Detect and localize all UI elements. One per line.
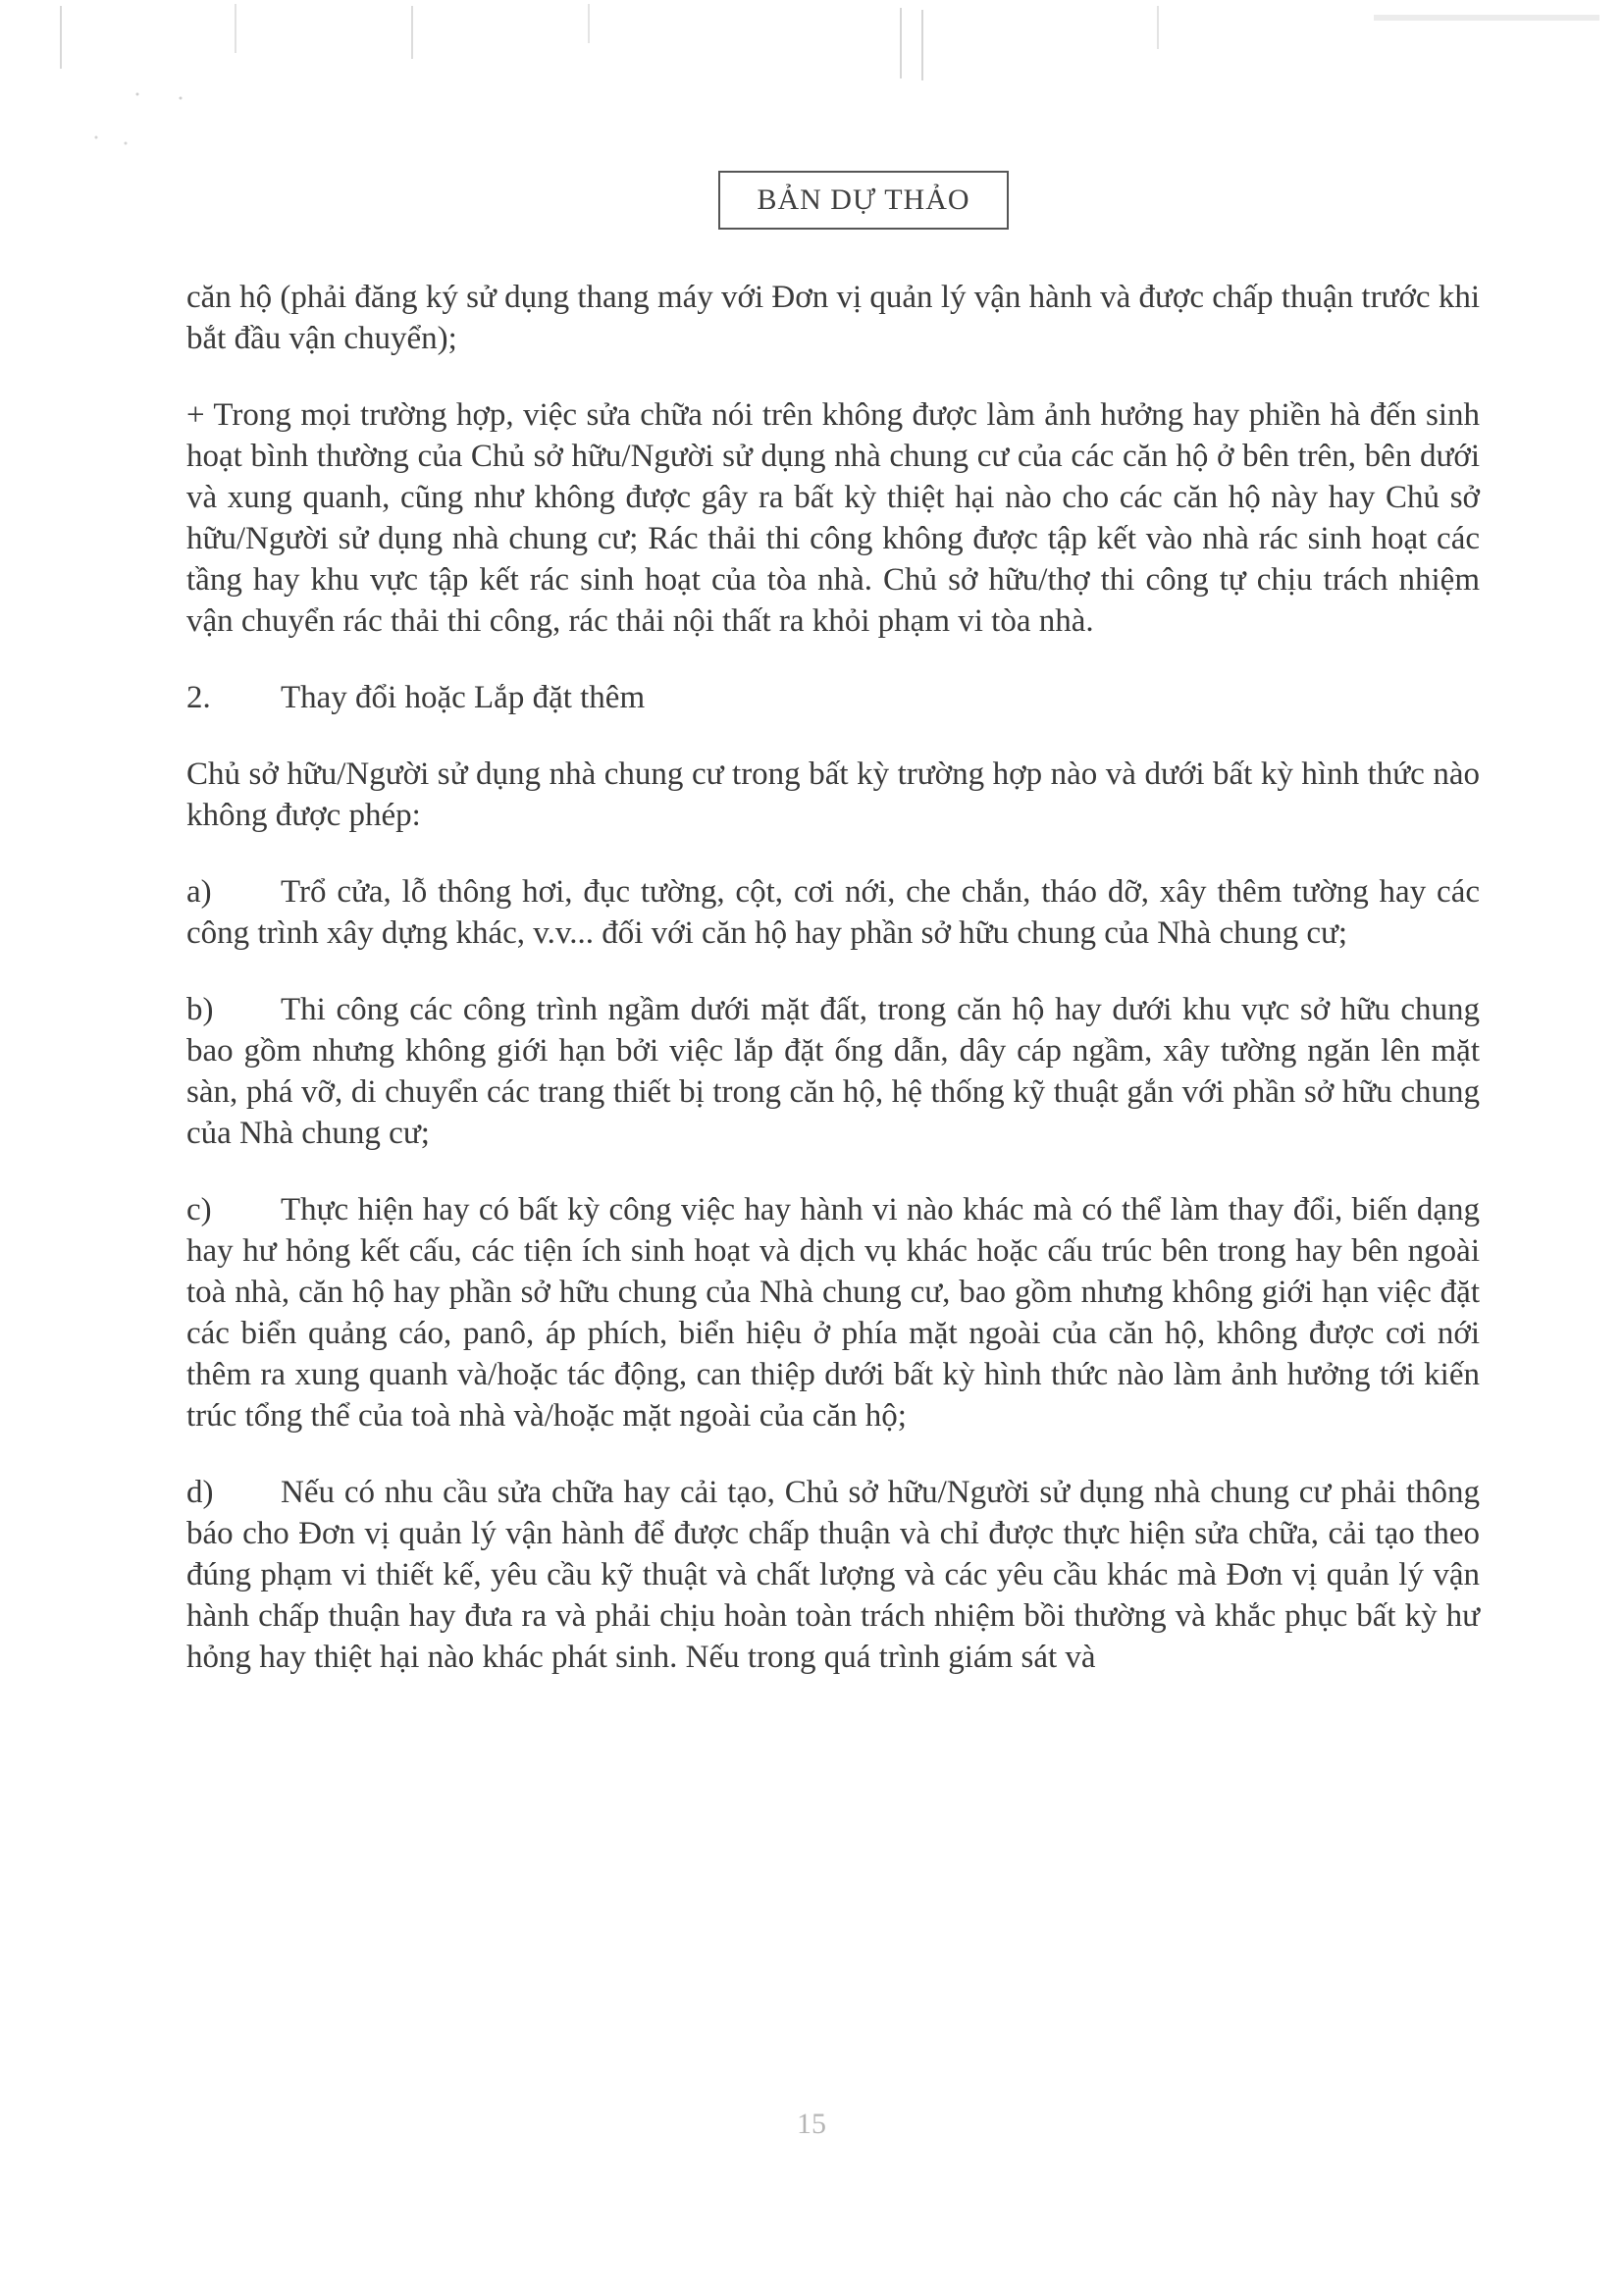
paragraph-waste-rules: + Trong mọi trường hợp, việc sửa chữa nói trên không được làm ảnh hưởng hay phiền hà đến sinh hoạt bình thường của Chủ sở hữu/Người sử dụng nhà chung cư của các căn hộ ở bên trên, bên dưới và xung quanh, cũng như không được gây ra bất kỳ thiệt hại nào cho các căn hộ này hay Chủ sở hữu/Người sử dụng nhà chung cư; Rác thải thi công không được tập kết vào nhà rác sinh hoạt các tầng hay khu vực tập kết rác sinh hoạt của tòa nhà. Chủ sở hữu/thợ thi công tự chịu trách nhiệm vận chuyển rác thải thi công, rác thải nội thất ra khỏi phạm vi tòa nhà. xyxy=(186,397,1480,639)
list-item-c: c) Thực hiện hay có bất kỳ công việc hay hành vi nào khác mà có thể làm thay đổi, biến dạng hay hư hỏng kết cấu, các tiện ích sinh hoạt và dịch vụ khác hoặc cấu trúc bên trong hay bên ngoài toà nhà, căn hộ hay phần sở hữu chung của Nhà chung cư, bao gồm nhưng không giới hạn việc đặt các biển quảng cáo, panô, áp phích, biển hiệu ở phía mặt ngoài của căn hộ, không được cơi nới thêm ra xung quanh và/hoặc tác động, can thiệp dưới bất kỳ hình thức nào làm ảnh hưởng tới kiến trúc tổng thể của toà nhà và/hoặc mặt ngoài của căn hộ; xyxy=(186,1192,1480,1434)
document-body xyxy=(186,277,1480,1713)
draft-stamp: BẢN DỰ THẢO xyxy=(718,171,1009,230)
paragraph-continuation: căn hộ (phải đăng ký sử dụng thang máy với Đơn vị quản lý vận hành và được chấp thuận trước khi bắt đầu vận chuyển); xyxy=(186,280,1480,356)
scan-artifacts xyxy=(0,0,1623,157)
page-number: 15 xyxy=(797,2108,826,2140)
list-item-d: d) Nếu có nhu cầu sửa chữa hay cải tạo, Chủ sở hữu/Người sử dụng nhà chung cư phải thông báo cho Đơn vị quản lý vận hành để được chấp thuận và chỉ được thực hiện sửa chữa, cải tạo theo đúng phạm vi thiết kế, yêu cầu kỹ thuật và chất lượng và các yêu cầu khác mà Đơn vị quản lý vận hành chấp thuận hay đưa ra và phải chịu hoàn toàn trách nhiệm bồi thường và khắc phục bất kỳ hư hỏng hay thiệt hại nào khác phát sinh. Nếu trong quá trình giám sát và xyxy=(186,1475,1480,1675)
list-item-a: a) Trổ cửa, lỗ thông hơi, đục tường, cột, cơi nới, che chắn, tháo dỡ, xây thêm tường hay các công trình xây dựng khác, v.v... đối với căn hộ hay phần sở hữu chung của Nhà chung cư; xyxy=(186,874,1480,951)
paragraph-intro-prohibitions: Chủ sở hữu/Người sử dụng nhà chung cư trong bất kỳ trường hợp nào và dưới bất kỳ hình thức nào không được phép: xyxy=(186,757,1480,833)
list-item-b: b) Thi công các công trình ngầm dưới mặt đất, trong căn hộ hay dưới khu vực sở hữu chung bao gồm nhưng không giới hạn bởi việc lắp đặt ống dẫn, dây cáp ngầm, xây tường ngăn lên mặt sàn, phá vỡ, di chuyển các trang thiết bị trong căn hộ, hệ thống kỹ thuật gắn với phần sở hữu chung của Nhà chung cư; xyxy=(186,992,1480,1151)
section-heading-2: 2. Thay đổi hoặc Lắp đặt thêm xyxy=(186,680,646,715)
